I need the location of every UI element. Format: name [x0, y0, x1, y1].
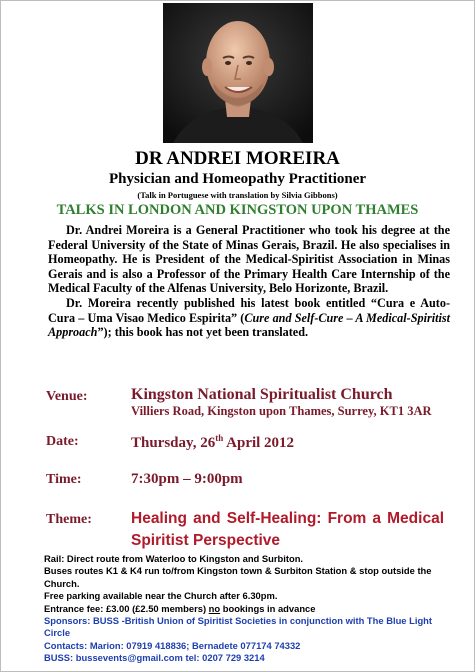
venue-label: Venue:	[46, 389, 88, 404]
event-time: 7:30pm – 9:00pm	[131, 471, 243, 487]
speaker-biography	[48, 223, 450, 340]
entrance-fee-start: Entrance fee: £3.00 (£2.50 members)	[44, 602, 209, 614]
rail-info: Rail: Direct route from Waterloo to Kingston and Surbiton.	[44, 553, 304, 564]
date-label: Date:	[46, 434, 79, 449]
bus-info: Buses routes K1 & K4 run to/from Kingston town & Surbiton Station & stop outside the Church.	[44, 565, 432, 589]
entrance-fee	[44, 603, 449, 615]
sponsors-line: Sponsors: BUSS -British Union of Spiritist Societies in conjunction with The Blue Light Circle	[44, 615, 433, 639]
buss-contact-line: BUSS: bussevents@gmail.com tel: 0207 729 3214	[44, 652, 265, 664]
translation-note: (Talk in Portuguese with translation by Silvia Gibbons)	[137, 190, 338, 200]
speaker-role-subtitle: Physician and Homeopathy Practitioner	[108, 171, 367, 187]
speaker-photo	[163, 3, 313, 143]
bio-paragraph-1: Dr. Andrei Moreira is a General Practitioner who took his degree at the Federal University of the State of Minas Gerais, Brazil. He also specialises in Homeopathy. He is President of the Medical-Spiritist Association in Minas Gerais and is also a Professor of the Primary Health Care Internship of the Medical Faculty of the Alfenas University, Belo Horizonte, Brazil.	[48, 223, 450, 296]
book-english-title: Cure and Self-Cure – A Medical-Spiritist Approach	[48, 310, 450, 340]
venue-address: Villiers Road, Kingston upon Thames, Surrey, KT1 3AR	[131, 404, 432, 418]
bio-paragraph-2	[48, 296, 450, 340]
speaker-name-title: DR ANDREI MOREIRA	[135, 148, 340, 169]
speaker-portrait-image	[163, 3, 313, 143]
event-theme: Healing and Self-Healing: From a Medical Spiritist Perspective	[131, 510, 444, 549]
contacts-line: Contacts: Marion: 07919 418836; Bernadete 077174 74332	[44, 639, 301, 651]
talks-heading: TALKS IN LONDON AND KINGSTON UPON THAMES	[56, 202, 419, 218]
event-date-suffix: th	[215, 433, 224, 443]
venue-name: Kingston National Spiritualist Church	[131, 386, 393, 403]
event-date-day: Thursday, 26	[131, 435, 216, 451]
bio-paragraph-2-end: ”); this book has not yet been translated.	[97, 325, 309, 340]
time-label: Time:	[46, 472, 82, 487]
bio-paragraph-2-start: Dr. Moreira recently published his latest book entitled “Cura e Auto-Cura – Uma Visao Medico Espirita” (	[48, 295, 450, 325]
event-date	[131, 433, 294, 452]
parking-info: Free parking available near the Church after 6.30pm.	[44, 590, 278, 602]
event-date-rest: April 2012	[223, 435, 295, 451]
theme-label: Theme:	[46, 512, 92, 527]
practical-info	[44, 553, 449, 665]
entrance-fee-end: bookings in advance	[220, 602, 316, 614]
entrance-fee-no: no	[208, 602, 221, 614]
